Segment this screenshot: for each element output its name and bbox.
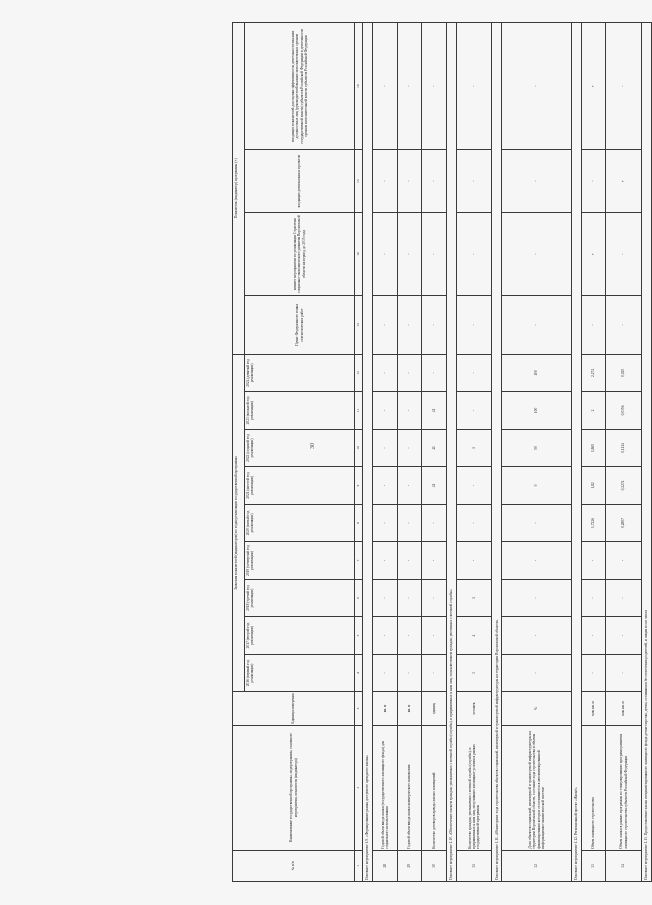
header-row-1 [233,23,245,882]
year-value: - [606,617,642,655]
header-year-5: 2021 (шестой год реализации) [245,467,355,505]
year-value: 0,0356 [606,392,642,430]
year-value: - [373,392,398,430]
year-value: - [397,354,422,392]
column-number: 7 [355,542,363,580]
year-value: - [502,579,571,617]
year-value: - [373,354,398,392]
year-value: - [397,542,422,580]
impact-flag: - [397,150,422,213]
section-row [492,23,502,882]
impact-flag: - [373,296,398,354]
impact-flag: - [456,296,492,354]
indicator-name: Количество граждан, увольняемых с военной службы (службы), и приравненных к ним лиц, получивших жилищные условия в рамках государственной программы [456,725,492,850]
header-col-num: № п/п [233,850,355,881]
row-number: 31 [456,850,492,881]
indicator-name: Доля объектов социальной, инженерной и транспортной инфраструктуры на территории Воронежской области, состояние хода строительства и объемы финансирования которых отслеживаются в автоматизированной информационно-аналитической системе [502,725,571,850]
header-year-4: 2020 (пятый год реализации) [245,504,355,542]
unit: единиц [422,692,447,725]
row-number: 33 [581,850,606,881]
impact-flag: - [422,296,447,354]
year-value: - [373,579,398,617]
column-number: 14 [355,212,363,295]
header-group-impact: Показатель (индикатор) программы (+) [233,23,245,355]
year-value: - [502,654,571,692]
year-value: - [606,654,642,692]
table-row [422,23,447,882]
table-row [373,23,398,882]
impact-flag: - [397,296,422,354]
header-impact-3: входящих показателей для оценки эффективности деятельности высших должностных лиц (руководителей высших исполнительных органов государственной власти) субъектов Российской Федерации и деятельности органов исполнительной власти субъектов Российской Федерации [245,23,355,150]
row-number: 30 [422,850,447,881]
year-value: - [581,579,606,617]
impact-flag: - [606,212,642,295]
impact-flag: - [606,23,642,150]
section-title: Основное мероприятие 1.10. «Обеспечение жильем граждан, увольняемых с военной службы (службы), и приравненных к ним лиц, за исключением граждан, уволенных с военной службы» [446,23,456,882]
year-value: - [373,467,398,505]
row-number: 28 [373,850,398,881]
year-value: - [606,579,642,617]
year-value: 0,025 [606,354,642,392]
impact-flag: - [456,212,492,295]
impact-flag: - [397,23,422,150]
unit: млн кв. м [581,692,606,725]
year-value: - [373,504,398,542]
indicator-name: Годовой объем ввода жилья коммерческого назначения [397,725,422,850]
column-number: 13 [355,296,363,354]
impact-flag: - [397,212,422,295]
column-number: 6 [355,579,363,617]
year-value: - [373,429,398,467]
year-value: 41 [422,429,447,467]
year-value: - [581,654,606,692]
impact-flag: - [422,212,447,295]
indicator-name: Объем жилищного строительства [581,725,606,850]
impact-flag: + [581,212,606,295]
indicator-name: Годовой объем ввода жилья (государственного жилищного фонда) для социального использования [373,725,398,850]
unit: кв. м [373,692,398,725]
unit: человек [456,692,492,725]
year-value: - [502,617,571,655]
column-number: 12 [355,354,363,392]
year-value: 2,274 [581,354,606,392]
year-value: 4 [456,617,492,655]
table-row [397,23,422,882]
unit: млн кв. м [606,692,642,725]
year-value: - [422,542,447,580]
year-value: - [606,542,642,580]
year-value: 1,82 [581,467,606,505]
table-row [456,23,492,882]
year-value: - [456,542,492,580]
section-row [446,23,456,882]
row-number: 32 [502,850,571,881]
unit: % [502,692,571,725]
impact-flag: - [422,150,447,213]
header-year-3: 2019 (четвертый год реализации) [245,542,355,580]
section-title: Основное мероприятие 1.11. «Мониторинг хода строительства объектов социальной, инженерной и транспортной инфраструктуры на территории Воронежской области» [492,23,502,882]
unit: кв. м [397,692,422,725]
impact-flag: - [373,23,398,150]
header-col-unit: Единица измерения [233,692,355,725]
impact-flag: - [606,296,642,354]
year-value: - [456,354,492,392]
year-value: - [373,654,398,692]
year-value: - [397,467,422,505]
table-body [363,23,652,882]
year-value: - [397,617,422,655]
year-value: - [422,579,447,617]
year-value: - [397,429,422,467]
year-value: - [581,617,606,655]
table-row [606,23,642,882]
header-impact-0: Пункт Федерального плана статистических работ [245,296,355,354]
year-value: 50 [502,429,571,467]
column-number: 1 [355,850,363,881]
column-number: 15 [355,150,363,213]
year-value: - [373,617,398,655]
row-number: 34 [606,850,642,881]
year-value: 41 [422,392,447,430]
column-number: 4 [355,654,363,692]
impact-flag: - [456,23,492,150]
page-number: 30 [310,443,316,449]
impact-flag: - [502,23,571,150]
header-year-0: 2016 (первый год реализации) [245,654,355,692]
table-row [581,23,606,882]
year-value: - [581,542,606,580]
year-value: 1 [456,579,492,617]
section-row [641,23,651,882]
column-number: 9 [355,467,363,505]
year-value: - [397,392,422,430]
impact-flag: - [422,23,447,150]
year-value: - [422,654,447,692]
impact-flag: + [606,150,642,213]
rotated-table-container [232,22,652,882]
year-value: - [502,542,571,580]
header-impact-1: влияют мероприятия по реализации Стратегии социально-экономического развития Воронежской области на период до 2035 года [245,212,355,295]
impact-flag: - [373,212,398,295]
year-value: 41 [422,467,447,505]
year-value: - [397,579,422,617]
year-value: 1,7226 [581,504,606,542]
header-year-2: 2018 (третий год реализации) [245,579,355,617]
year-value: - [456,392,492,430]
section-title: Основное мероприятие 1.12. Региональный проект «Жильё» [571,23,581,882]
year-value: - [397,504,422,542]
header-year-1: 2017 (второй год реализации) [245,617,355,655]
column-number: 5 [355,617,363,655]
year-value: 2 [581,392,606,430]
row-number: 29 [397,850,422,881]
year-value: - [456,467,492,505]
section-row [571,23,581,882]
year-value: - [456,504,492,542]
header-year-6: 2022 (седьмой год реализации) [245,429,355,467]
column-number: 8 [355,504,363,542]
column-number: 2 [355,725,363,850]
column-number: 3 [355,692,363,725]
header-year-8: 2024 (девятый год реализации) [245,354,355,392]
indicator-name: Объем жилья в рамках программы по стимулированию программ развития жилищного строительства субъектов Российской Федерации [606,725,642,850]
year-value: - [502,504,571,542]
impact-flag: - [502,296,571,354]
year-value: - [397,654,422,692]
year-value: 0,2274 [606,467,642,505]
header-group-values: Значения показателей (индикаторов) по годам реализации государственной программы [233,354,245,692]
column-number: 11 [355,392,363,430]
year-value: 0 [502,467,571,505]
indicator-name: Количество договоров аренды жилых помещений [422,725,447,850]
impact-flag: - [581,150,606,213]
impact-flag: + [581,23,606,150]
year-value: 100 [502,392,571,430]
section-title: Основное мероприятие 1.13. Предоставление жилья специализированного жилищного фонда детям-сиротам, детям, оставшимся без попечения родителей, и лицам из их числа [641,23,651,882]
year-value: 1 [456,429,492,467]
header-col-numbers [355,23,363,882]
header-impact-2: входящих региональных проектов [245,150,355,213]
column-number: 16 [355,23,363,150]
year-value: 100 [502,354,571,392]
section-title: Основное мероприятие 1.9. «Формирование рынка доступного арендного жилья» [363,23,373,882]
year-value: - [373,542,398,580]
impact-flag: - [456,150,492,213]
year-value: 3 [456,654,492,692]
year-value: - [422,504,447,542]
year-value: 0,2807 [606,504,642,542]
year-value: 1,865 [581,429,606,467]
header-col-name: Наименование государственной программы, подпрограммы, основного мероприятия, показателя (индикатора) [233,725,355,850]
year-value: - [422,617,447,655]
indicators-table [232,22,652,882]
section-row [363,23,373,882]
impact-flag: - [373,150,398,213]
header-year-7: 2023 (восьмой год реализации) [245,392,355,430]
impact-flag: - [581,296,606,354]
year-value: 0,1114 [606,429,642,467]
column-number: 10 [355,429,363,467]
impact-flag: - [502,150,571,213]
table-row [502,23,571,882]
impact-flag: - [502,212,571,295]
year-value: - [422,354,447,392]
